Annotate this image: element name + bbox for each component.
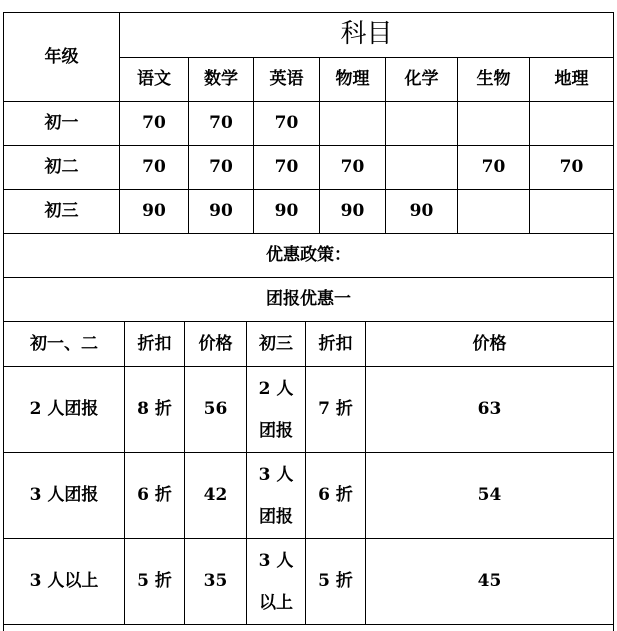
grade-label: 初三	[44, 201, 79, 222]
group-size: 3 人以上	[29, 571, 99, 592]
discount-cell: 6 折	[318, 485, 353, 506]
group-size: 2 人团报	[258, 378, 294, 441]
price-cell: 54	[477, 485, 502, 506]
group-discount-title: 团报优惠一	[266, 289, 351, 310]
group-size: 3 人团报	[29, 485, 99, 506]
header-price: 价格	[198, 333, 233, 354]
price-cell: 70	[209, 157, 233, 178]
subject-chemistry: 化学	[404, 69, 439, 90]
price-cell: 90	[142, 201, 166, 222]
grade-label: 初二	[44, 157, 79, 178]
grade-label: 初一	[44, 113, 79, 134]
subject-physics: 物理	[335, 69, 370, 90]
price-cell	[530, 190, 613, 233]
rule	[613, 12, 614, 631]
price-cell: 70	[481, 157, 506, 178]
header-discount: 折扣	[318, 333, 353, 354]
policy-title: 优惠政策：	[266, 245, 351, 266]
subject-geography: 地理	[554, 69, 589, 90]
price-cell	[386, 146, 457, 189]
subject-biology: 生物	[476, 69, 511, 90]
header-discount: 折扣	[137, 333, 172, 354]
discount-cell: 5 折	[137, 571, 172, 592]
group-size: 3 人以上	[258, 550, 294, 613]
subject-chinese: 语文	[137, 69, 171, 90]
price-cell: 63	[477, 399, 502, 420]
discount-cell: 7 折	[318, 399, 353, 420]
header-price: 价格	[472, 333, 507, 354]
discount-cell: 8 折	[137, 399, 172, 420]
price-cell: 70	[209, 113, 233, 134]
subject-english: 英语	[269, 69, 304, 90]
price-cell	[530, 102, 613, 145]
price-cell	[320, 102, 385, 145]
price-cell	[386, 102, 457, 145]
price-cell: 90	[209, 201, 233, 222]
price-cell: 70	[559, 157, 584, 178]
price-cell: 45	[477, 571, 502, 592]
price-cell: 70	[274, 157, 299, 178]
discount-cell: 6 折	[137, 485, 172, 506]
rule	[3, 624, 614, 625]
price-cell: 70	[340, 157, 365, 178]
price-cell: 90	[274, 201, 299, 222]
price-cell: 90	[409, 201, 434, 222]
price-cell: 70	[142, 157, 166, 178]
subject-header: 科目	[340, 19, 393, 50]
price-cell: 90	[340, 201, 365, 222]
price-cell: 35	[203, 571, 228, 592]
group-size: 2 人团报	[29, 399, 99, 420]
group-size: 3 人团报	[258, 464, 294, 527]
price-cell: 70	[274, 113, 299, 134]
header-grade-1-2: 初一、二	[30, 333, 98, 354]
price-cell	[458, 190, 529, 233]
header-grade-3: 初三	[259, 333, 293, 354]
price-cell: 70	[142, 113, 166, 134]
subject-math: 数学	[204, 69, 238, 90]
grade-header: 年级	[44, 46, 79, 67]
price-cell: 56	[203, 399, 228, 420]
discount-cell: 5 折	[318, 571, 353, 592]
price-cell	[458, 102, 529, 145]
price-cell: 42	[203, 485, 228, 506]
